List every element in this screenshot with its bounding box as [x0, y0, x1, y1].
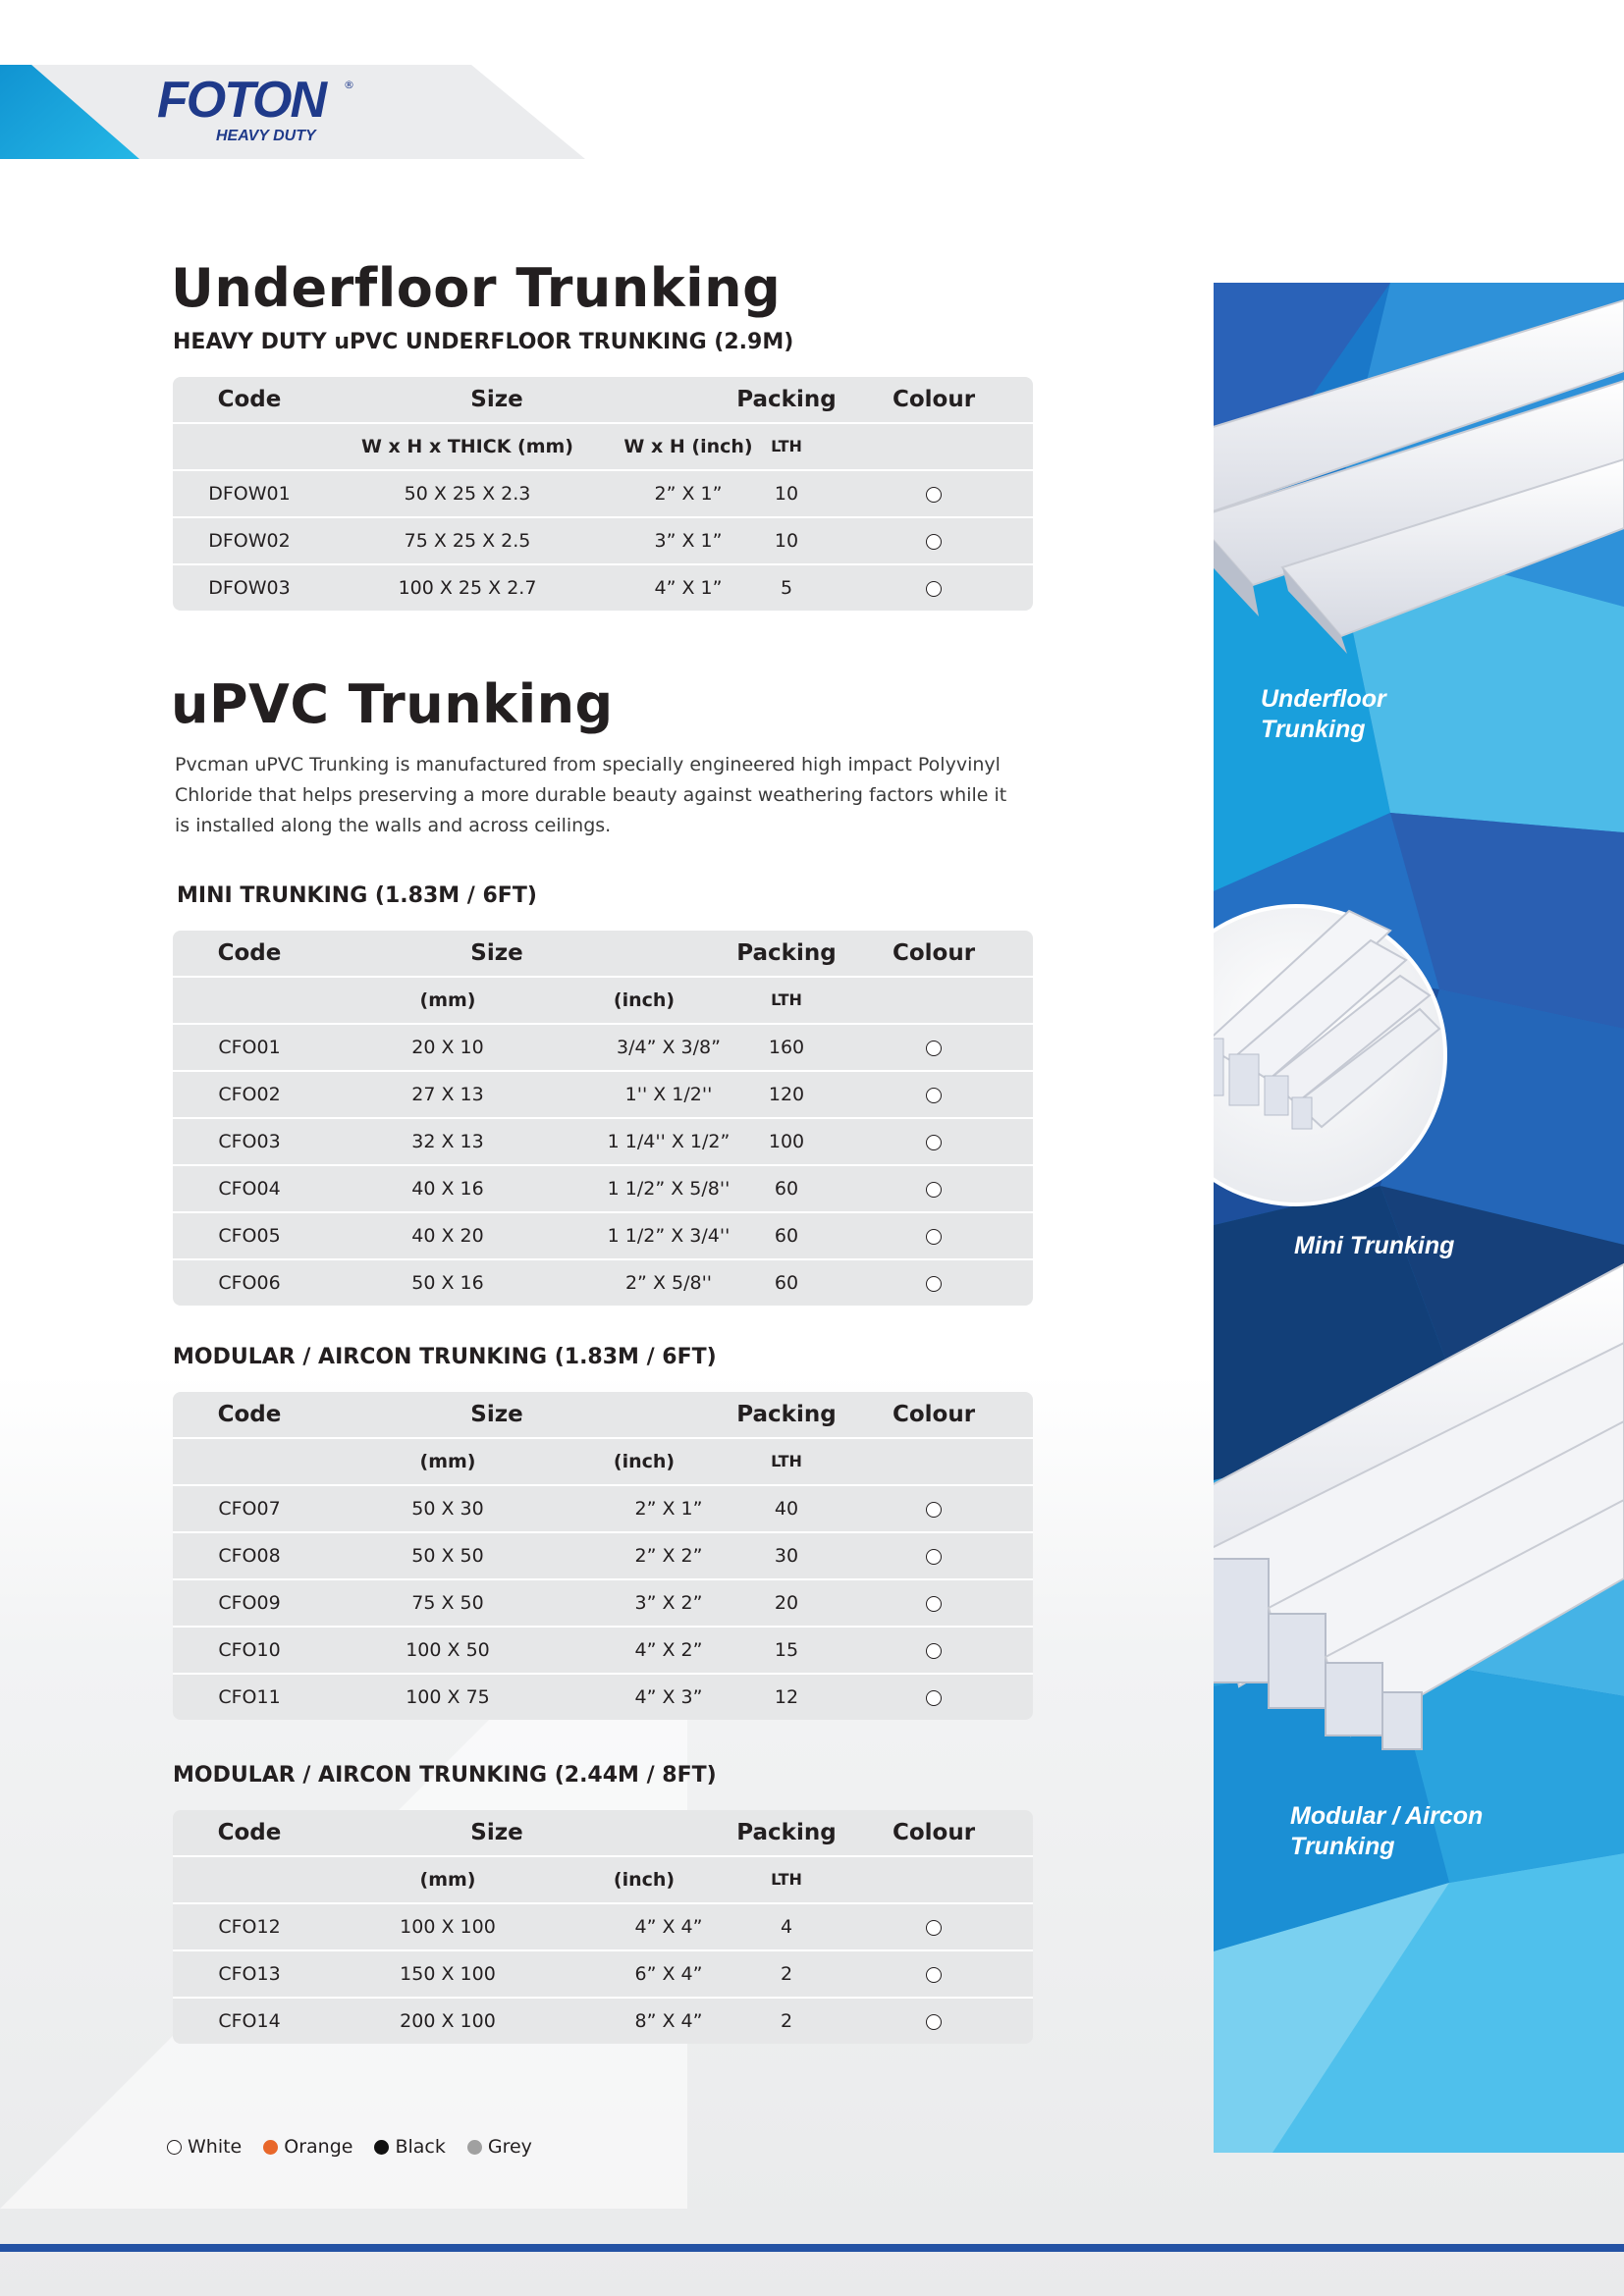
- underfloor-subtitle: HEAVY DUTY uPVC UNDERFLOOR TRUNKING (2.9M): [173, 330, 794, 354]
- legend-item-grey: [467, 2136, 532, 2158]
- cell-code: CFO04: [218, 1178, 281, 1200]
- colour-white-dot: [860, 1904, 1007, 1949]
- legend-label: Orange: [284, 2136, 353, 2158]
- cell-code: CFO01: [218, 1037, 281, 1058]
- cell-mm: 75 X 25 X 2.5: [404, 530, 531, 552]
- col-lth: LTH: [771, 1452, 802, 1470]
- cell-code: CFO13: [218, 1963, 281, 1985]
- cell-packing: 4: [780, 1916, 793, 1938]
- cell-packing: 15: [774, 1639, 799, 1661]
- cell-inch: 4” X 4”: [634, 1916, 703, 1938]
- cell-packing: 2: [780, 2010, 793, 2032]
- cell-inch: 3” X 1”: [654, 530, 723, 552]
- cell-mm: 27 X 13: [411, 1084, 484, 1105]
- legend-label: Grey: [487, 2136, 532, 2158]
- cell-inch: 8” X 4”: [634, 2010, 703, 2032]
- col-colour: Colour: [892, 940, 976, 966]
- cell-mm: 50 X 50: [411, 1545, 484, 1567]
- cell-inch: 3/4” X 3/8”: [617, 1037, 721, 1058]
- colour-white-dot: [860, 1675, 1007, 1720]
- cell-inch: 2” X 1”: [634, 1498, 703, 1520]
- foton-logo: [157, 72, 354, 144]
- table-row: [173, 1486, 1033, 1533]
- table-subheader-row: [173, 1439, 1033, 1486]
- table-row: [173, 471, 1033, 518]
- col-lth: LTH: [771, 990, 802, 1009]
- cell-code: DFOW03: [208, 577, 291, 599]
- table-header-row: [173, 1392, 1033, 1439]
- white-dot-icon: [167, 2140, 182, 2155]
- colour-white-dot: [860, 1999, 1007, 2044]
- colour-white-dot: [860, 1580, 1007, 1626]
- cell-code: CFO08: [218, 1545, 281, 1567]
- cell-code: CFO10: [218, 1639, 281, 1661]
- table-row: [173, 518, 1033, 565]
- cell-inch: 4” X 2”: [634, 1639, 703, 1661]
- logo-tagline: HEAVY DUTY: [216, 128, 316, 144]
- legend-item-orange: [263, 2136, 352, 2158]
- col-size-inch: (inch): [613, 989, 676, 1011]
- mini-table: [173, 931, 1033, 1306]
- col-code: Code: [217, 940, 282, 966]
- orange-dot-icon: [263, 2140, 278, 2155]
- colour-white-dot: [860, 1533, 1007, 1578]
- cell-packing: 60: [774, 1225, 799, 1247]
- table-header-row: [173, 377, 1033, 424]
- cell-packing: 10: [774, 530, 799, 552]
- table-row: [173, 1533, 1033, 1580]
- label-underfloor-trunking: [1261, 684, 1386, 745]
- cell-code: CFO05: [218, 1225, 281, 1247]
- mini-subtitle: MINI TRUNKING (1.83M / 6FT): [177, 883, 537, 908]
- underfloor-title: Underfloor Trunking: [171, 257, 782, 319]
- table-subheader-row: [173, 1857, 1033, 1904]
- col-code: Code: [217, 387, 282, 412]
- table-row: [173, 1213, 1033, 1260]
- col-code: Code: [217, 1820, 282, 1845]
- modular8-table: [173, 1810, 1033, 2044]
- black-dot-icon: [374, 2140, 389, 2155]
- colour-white-dot: [860, 1072, 1007, 1117]
- cell-mm: 20 X 10: [411, 1037, 484, 1058]
- table-row: [173, 1628, 1033, 1675]
- table-row: [173, 565, 1033, 611]
- footer-rule: [0, 2244, 1624, 2252]
- cell-inch: 4” X 1”: [654, 577, 723, 599]
- table-row: [173, 1999, 1033, 2044]
- colour-white-dot: [860, 1951, 1007, 1997]
- col-size-mm: (mm): [419, 989, 476, 1011]
- legend-label: Black: [395, 2136, 446, 2158]
- col-lth: LTH: [771, 1870, 802, 1889]
- label-mini-trunking: Mini Trunking: [1294, 1232, 1455, 1259]
- cell-packing: 5: [780, 577, 793, 599]
- cell-mm: 100 X 50: [406, 1639, 490, 1661]
- modular8-subtitle: MODULAR / AIRCON TRUNKING (2.44M / 8FT): [173, 1763, 717, 1788]
- cell-packing: 20: [774, 1592, 799, 1614]
- col-size: Size: [470, 387, 523, 412]
- cell-inch: 2” X 2”: [634, 1545, 703, 1567]
- cell-mm: 50 X 25 X 2.3: [404, 483, 531, 505]
- table-row: [173, 1072, 1033, 1119]
- col-colour: Colour: [892, 387, 976, 412]
- modular6-table: [173, 1392, 1033, 1720]
- cell-code: CFO07: [218, 1498, 281, 1520]
- registered-mark: ®: [344, 79, 354, 91]
- table-row: [173, 1904, 1033, 1951]
- colour-white-dot: [860, 1119, 1007, 1164]
- cell-inch: 2” X 5/8'': [624, 1272, 713, 1294]
- colour-legend: [167, 2136, 532, 2158]
- cell-packing: 10: [774, 483, 799, 505]
- table-row: [173, 1675, 1033, 1720]
- cell-inch: 1'' X 1/2'': [624, 1084, 713, 1105]
- colour-white-dot: [860, 1025, 1007, 1070]
- cell-code: DFOW02: [208, 530, 291, 552]
- col-size-inch: W x H (inch): [623, 436, 753, 457]
- legend-item-white: [167, 2136, 242, 2158]
- cell-mm: 50 X 30: [411, 1498, 484, 1520]
- colour-white-dot: [860, 565, 1007, 611]
- cell-mm: 40 X 16: [411, 1178, 484, 1200]
- cell-mm: 50 X 16: [411, 1272, 484, 1294]
- table-row: [173, 1580, 1033, 1628]
- cell-code: CFO14: [218, 2010, 281, 2032]
- cell-packing: 160: [768, 1037, 805, 1058]
- col-size-mm: (mm): [419, 1451, 476, 1472]
- cell-code: CFO09: [218, 1592, 281, 1614]
- col-size-mm: W x H x THICK (mm): [360, 436, 573, 457]
- cell-mm: 200 X 100: [400, 2010, 496, 2032]
- label-line: Underfloor: [1261, 685, 1386, 713]
- col-colour: Colour: [892, 1820, 976, 1845]
- table-header-row: [173, 931, 1033, 978]
- table-row: [173, 1119, 1033, 1166]
- cell-packing: 40: [774, 1498, 799, 1520]
- cell-inch: 1 1/2” X 5/8'': [607, 1178, 731, 1200]
- table-row: [173, 1951, 1033, 1999]
- table-subheader-row: [173, 424, 1033, 471]
- colour-white-dot: [860, 471, 1007, 516]
- label-line: Modular / Aircon: [1290, 1802, 1484, 1830]
- colour-white-dot: [860, 1166, 1007, 1211]
- modular6-subtitle: MODULAR / AIRCON TRUNKING (1.83M / 6FT): [173, 1345, 717, 1369]
- cell-inch: 3” X 2”: [634, 1592, 703, 1614]
- upvc-description: Pvcman uPVC Trunking is manufactured from specially engineered high impact Polyvinyl Chloride that helps preserving a more durable beauty against weathering factors while it is installed along the walls and across ceilings.: [175, 754, 1007, 836]
- cell-inch: 6” X 4”: [634, 1963, 703, 1985]
- cell-code: CFO03: [218, 1131, 281, 1152]
- table-row: [173, 1260, 1033, 1306]
- cell-inch: 1 1/2” X 3/4'': [607, 1225, 731, 1247]
- cell-mm: 75 X 50: [411, 1592, 484, 1614]
- table-row: [173, 1025, 1033, 1072]
- cell-packing: 60: [774, 1272, 799, 1294]
- cell-code: CFO06: [218, 1272, 281, 1294]
- cell-packing: 60: [774, 1178, 799, 1200]
- col-packing: Packing: [736, 1402, 837, 1427]
- cell-inch: 4” X 3”: [634, 1686, 703, 1708]
- cell-mm: 100 X 75: [406, 1686, 490, 1708]
- table-header-row: [173, 1810, 1033, 1857]
- cell-packing: 12: [774, 1686, 799, 1708]
- col-size-inch: (inch): [613, 1869, 676, 1891]
- col-code: Code: [217, 1402, 282, 1427]
- colour-white-dot: [860, 1628, 1007, 1673]
- cell-mm: 32 X 13: [411, 1131, 484, 1152]
- cell-inch: 1 1/4'' X 1/2”: [607, 1131, 731, 1152]
- col-packing: Packing: [736, 1820, 837, 1845]
- cell-mm: 100 X 25 X 2.7: [398, 577, 537, 599]
- colour-white-dot: [860, 1260, 1007, 1306]
- col-size: Size: [470, 1402, 523, 1427]
- upvc-title: uPVC Trunking: [171, 673, 614, 735]
- label-line: Trunking: [1290, 1833, 1395, 1860]
- col-lth: LTH: [771, 437, 802, 455]
- cell-mm: 100 X 100: [400, 1916, 496, 1938]
- underfloor-table: [173, 377, 1033, 611]
- legend-item-black: [374, 2136, 445, 2158]
- legend-label: White: [188, 2136, 243, 2158]
- col-colour: Colour: [892, 1402, 976, 1427]
- cell-code: DFOW01: [208, 483, 291, 505]
- col-packing: Packing: [736, 387, 837, 412]
- colour-white-dot: [860, 1486, 1007, 1531]
- table-row: [173, 1166, 1033, 1213]
- colour-white-dot: [860, 518, 1007, 563]
- cell-inch: 2” X 1”: [654, 483, 723, 505]
- col-packing: Packing: [736, 940, 837, 966]
- table-subheader-row: [173, 978, 1033, 1025]
- cell-packing: 30: [774, 1545, 799, 1567]
- col-size-mm: (mm): [419, 1869, 476, 1891]
- grey-dot-icon: [467, 2140, 482, 2155]
- cell-packing: 2: [780, 1963, 793, 1985]
- cell-code: CFO11: [218, 1686, 281, 1708]
- cell-packing: 100: [768, 1131, 805, 1152]
- col-size: Size: [470, 1820, 523, 1845]
- cell-code: CFO12: [218, 1916, 281, 1938]
- label-modular-trunking: [1290, 1801, 1483, 1862]
- cell-code: CFO02: [218, 1084, 281, 1105]
- cell-mm: 40 X 20: [411, 1225, 484, 1247]
- col-size-inch: (inch): [613, 1451, 676, 1472]
- label-line: Trunking: [1261, 716, 1366, 743]
- product-image-panel: [1214, 283, 1624, 2153]
- col-size: Size: [470, 940, 523, 966]
- cell-packing: 120: [768, 1084, 805, 1105]
- cell-mm: 150 X 100: [400, 1963, 496, 1985]
- logo-wordmark: FOTON: [157, 72, 326, 129]
- colour-white-dot: [860, 1213, 1007, 1258]
